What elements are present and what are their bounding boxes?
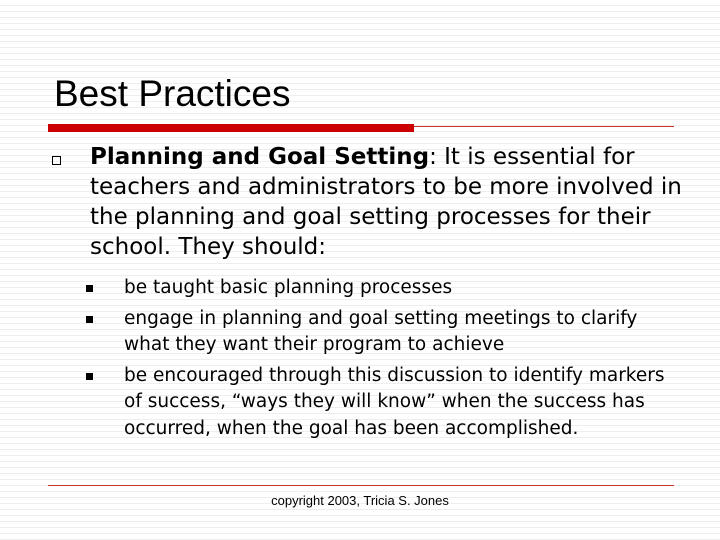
list-item [86,275,686,302]
footer-divider [48,485,674,486]
main-bullet-heading: Planning and Goal Setting [90,144,430,170]
sub-bullet-text: be taught basic planning processes [124,277,453,298]
sub-bullet-list [86,275,686,446]
hollow-square-bullet-icon [52,156,61,165]
main-bullet-body: : It is essential for teachers and administrators to be more involved in the planning and goal setting processes for their school. They should: [90,144,682,260]
main-bullet-text [90,142,690,262]
filled-square-bullet-icon [86,373,93,380]
footer-copyright: copyright 2003, Tricia S. Jones [271,493,449,508]
title-underline-red [48,124,414,132]
title-underline-thin [414,126,674,127]
slide-title: Best Practices [54,73,291,114]
sub-bullet-text: be encouraged through this discussion to identify markers of success, “ways they will know” when the success has occurred, when the goal has been accomplished. [124,364,665,439]
filled-square-bullet-icon [86,285,93,292]
sub-bullet-text: engage in planning and goal setting meetings to clarify what they want their program to achieve [124,307,638,355]
list-item [86,363,686,443]
filled-square-bullet-icon [86,316,93,323]
list-item [86,306,686,359]
